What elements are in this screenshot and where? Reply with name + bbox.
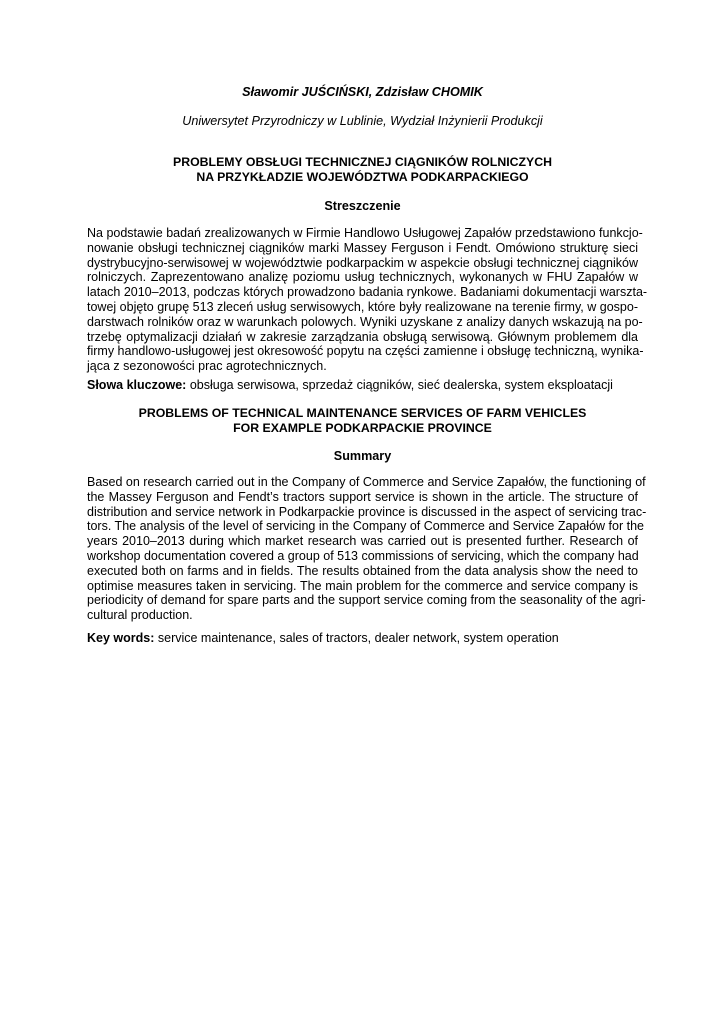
polish-abstract-heading: Streszczenie: [324, 199, 401, 213]
english-keywords-text: service maintenance, sales of tractors, dealer network, system operation: [154, 631, 559, 645]
english-title-line: FOR EXAMPLE PODKARPACKIE PROVINCE: [233, 421, 492, 435]
english-keywords: [87, 631, 638, 646]
english-abstract-line: workshop documentation covered a group of 513 commissions of servicing, which the company had: [87, 548, 639, 563]
english-title: [87, 406, 638, 436]
english-abstract-line: years 2010–2013 during which market research was carried out is presented further. Research of: [87, 534, 638, 549]
english-abstract-line: optimise measures taken in servicing. The main problem for the commerce and service company is: [87, 578, 638, 593]
english-keywords-label: Key words:: [87, 631, 155, 645]
polish-keywords-label: Słowa kluczowe:: [87, 378, 187, 392]
english-abstract-line: executed both on farms and in fields. The results obtained from the data analysis show the need to: [87, 563, 638, 578]
polish-abstract-line: nowanie obsługi technicznej ciągników marki Massey Ferguson i Fendt. Omówiono strukturę sieci: [87, 240, 638, 255]
english-abstract-line: Based on research carried out in the Company of Commerce and Service Zapałów, the functioning of: [87, 475, 646, 489]
polish-keywords: [87, 378, 638, 393]
author-names: Sławomir JUŚCIŃSKI, Zdzisław CHOMIK: [242, 85, 483, 99]
polish-abstract: [87, 226, 648, 374]
english-abstract-heading: Summary: [333, 449, 392, 463]
english-abstract: [87, 475, 647, 623]
polish-abstract-line: firmy handlowo-usługowej jest okresowość popytu na części zamienne i obsługę techniczną, wynika-: [87, 344, 644, 359]
polish-abstract-line: jąca z sezonowości prac agrotechnicznych.: [87, 359, 327, 374]
polish-title: [87, 155, 638, 185]
english-abstract-line: distribution and service network in Podkarpackie province is discussed in the aspect of servicing trac-: [87, 504, 647, 519]
polish-keywords-text: obsługa serwisowa, sprzedaż ciągników, sieć dealerska, system eksploatacji: [186, 378, 613, 392]
english-abstract-line: the Massey Ferguson and Fendt’s tractors support service is shown in the article. The structure of: [87, 489, 638, 504]
polish-abstract-line: latach 2010–2013, podczas których prowadzono badania rynkowe. Badaniami dokumentacji warszta-: [87, 285, 648, 300]
polish-abstract-line: Na podstawie badań zrealizowanych w Firmie Handlowo Usługowej Zapałów przedstawiono funkcjo-: [87, 226, 643, 240]
polish-abstract-line: trzebę optymalizacji działań w zakresie zarządzania obsługą serwisową. Głównym problemem dla: [87, 329, 638, 344]
polish-abstract-line: rolniczych. Zaprezentowano analizę poziomu usług technicznych, wykonanych w FHU Zapałów w: [87, 270, 638, 285]
author-affiliation: Uniwersytet Przyrodniczy w Lublinie, Wydział Inżynierii Produkcji: [182, 114, 543, 128]
english-abstract-line: periodicity of demand for spare parts and the support service coming from the seasonality of the agri-: [87, 593, 646, 608]
english-abstract-line: tors. The analysis of the level of servicing in the Company of Commerce and Service Zapałów for the: [87, 519, 644, 534]
english-title-line: PROBLEMS OF TECHNICAL MAINTENANCE SERVICES OF FARM VEHICLES: [138, 406, 587, 420]
english-abstract-line: cultural production.: [87, 608, 193, 623]
polish-abstract-line: towej objęto grupę 513 zleceń usług serwisowych, które były realizowane na terenie firmy, w gospo-: [87, 299, 638, 314]
polish-abstract-line: dystrybucyjno-serwisowej w województwie podkarpackim w aspekcie obsługi technicznej ciągników: [87, 255, 638, 270]
polish-title-line: PROBLEMY OBSŁUGI TECHNICZNEJ CIĄGNIKÓW ROLNICZYCH: [173, 155, 552, 169]
polish-title-line: NA PRZYKŁADZIE WOJEWÓDZTWA PODKARPACKIEGO: [196, 170, 529, 184]
polish-abstract-line: darstwach rolników oraz w warunkach polowych. Wyniki uzyskane z analizy danych wskazują na po-: [87, 314, 643, 329]
